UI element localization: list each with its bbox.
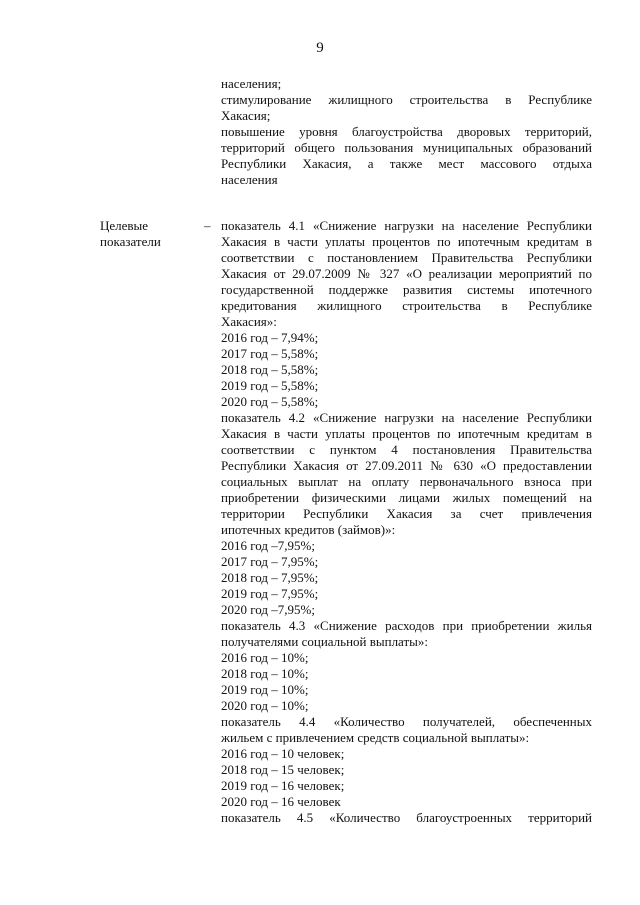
target-line: Хакасия в части уплаты процентов по ипотечным кредитам в [221,234,592,249]
target-line: ипотечных кредитов (займов)»: [221,522,396,537]
target-line: кредитования жилищного строительства в Республике [221,298,592,313]
page-number: 9 [316,40,324,56]
target-line: Хакасия»: [221,314,277,329]
target-line: жильем с привлечением средств социальной выплаты»: [221,730,530,745]
target-line: Республики Хакасия от 27.09.2011 № 630 «О предоставлении [221,458,592,473]
target-line: соответствии с пунктом 4 постановления Правительства [221,442,592,457]
goals-line: повышение уровня благоустройства дворовых территорий, [221,124,592,139]
target-year-value: 2018 год – 5,58%; [221,362,319,377]
target-line: показатель 4.2 «Снижение нагрузки на население Республики [221,410,592,425]
target-line: приобретении физическими лицами жилых помещений на [221,490,592,505]
target-line: соответствии с постановлением Правительства Республики [221,250,592,265]
target-year-value: 2019 год – 5,58%; [221,378,319,393]
target-year-value: 2016 год – 10 человек; [221,746,345,761]
targets-label: Целевые [100,218,149,233]
goals-line: Республики Хакасия, а также мест массового отдыха [221,156,592,171]
target-year-value: 2019 год – 16 человек; [221,778,345,793]
target-year-value: 2016 год –7,95%; [221,538,315,553]
target-year-value: 2017 год – 5,58%; [221,346,319,361]
target-line: показатель 4.5 «Количество благоустроенных территорий [221,810,592,825]
target-line: Хакасия в части уплаты процентов по ипотечным кредитам в [221,426,592,441]
target-line: показатель 4.1 «Снижение нагрузки на население Республики [221,218,592,233]
target-year-value: 2020 год – 5,58%; [221,394,319,409]
target-year-value: 2016 год – 7,94%; [221,330,319,345]
target-year-value: 2018 год – 7,95%; [221,570,319,585]
targets-label: показатели [100,234,161,249]
goals-line: стимулирование жилищного строительства в Республике [221,92,592,107]
target-line: показатель 4.4 «Количество получателей, обеспеченных [221,714,592,729]
target-year-value: 2020 год – 10%; [221,698,309,713]
target-line: территории Республики Хакасия за счет привлечения [221,506,592,521]
target-year-value: 2019 год – 10%; [221,682,309,697]
target-year-value: 2020 год –7,95%; [221,602,315,617]
goals-line: населения [221,172,278,187]
target-year-value: 2018 год – 10%; [221,666,309,681]
target-line: социальных выплат на оплату первоначального взноса при [221,474,592,489]
target-year-value: 2019 год – 7,95%; [221,586,319,601]
goals-line: территорий общего пользования муниципальных образований [221,140,592,155]
goals-line: населения; [221,76,282,91]
target-year-value: 2020 год – 16 человек [221,794,341,809]
target-year-value: 2018 год – 15 человек; [221,762,345,777]
target-line: государственной поддержке развития системы ипотечного [221,282,592,297]
target-line: показатель 4.3 «Снижение расходов при приобретении жилья [221,618,592,633]
target-year-value: 2016 год – 10%; [221,650,309,665]
targets-dash: – [204,218,211,233]
goals-line: Хакасия; [221,108,271,123]
target-line: получателями социальной выплаты»: [221,634,429,649]
target-line: Хакасия от 29.07.2009 № 327 «О реализации мероприятий по [221,266,592,281]
target-year-value: 2017 год – 7,95%; [221,554,319,569]
